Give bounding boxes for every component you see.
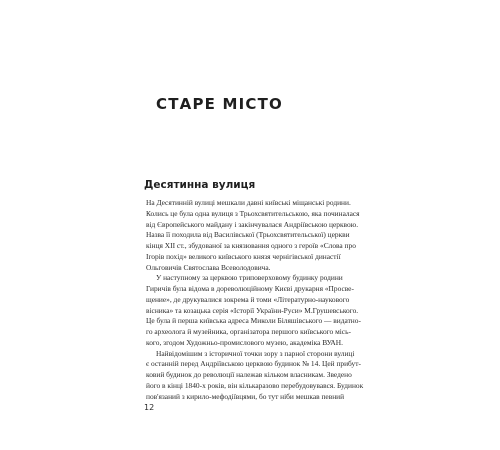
text-line: Назва її походила від Василівської (Трьохсвятительської) церкви [146,230,350,240]
text-line: Колись це була одна вулиця з Трьохсвятительською, яка починалася [146,208,360,218]
section-heading: Десятинна вулиця [144,179,256,191]
text-line: пов'язаний з кирило-мефодіївцями, бо тут ніби мешкав певний [146,391,345,401]
text-line: кого, згодом Художньо-промислового музею, академіка ВУАН. [146,337,343,347]
text-line: від Європейського майдану і закінчувалася Андріївською церквою. [146,219,359,229]
text-line: Гиричів була відома в дореволюційному Києві друкарня «Просве- [146,284,354,293]
text-line: Це була й перша київська адреса Миколи Біляшівського — видатно- [146,316,361,326]
text-line: кінця XII ст., збудованої за князювання одного з героїв «Слова про [146,241,356,250]
text-line: його в кінці 1840-х років, він кількаразово перебудовувався. Будинок [146,380,364,390]
page-number: 12 [144,403,155,412]
text-line: Ольговичів Святослава Всеволодовича. [146,262,271,272]
text-line: ковий будинок до революції належав кільком власникам. Зведено [146,370,352,379]
text-line: щение», де друкувалися зокрема й томи «Літературно-наукового [146,294,350,304]
text-line: У наступному за церквою триповерховому будинку родини [156,273,343,283]
chapter-title: СТАРЕ МІСТО [156,95,284,113]
text-line: Найвідомішим з історичної точки зору з парної сторони вулиці [156,348,355,358]
text-line: На Десятинній вулиці мешкали давні київські міщанські родини. [146,198,351,207]
body-text [146,198,406,402]
text-line: Ігорів похід» великого київського князя чернігівської династії [146,251,341,261]
text-line: го археолога й музейника, організатора першого київського місь- [146,327,351,336]
text-line: вісника» та козацька серія «Історії України-Руси» М.Грушевського. [146,305,359,315]
text-line: є останній перед Андріївською церквою будинок № 14. Цей прибут- [146,359,361,369]
